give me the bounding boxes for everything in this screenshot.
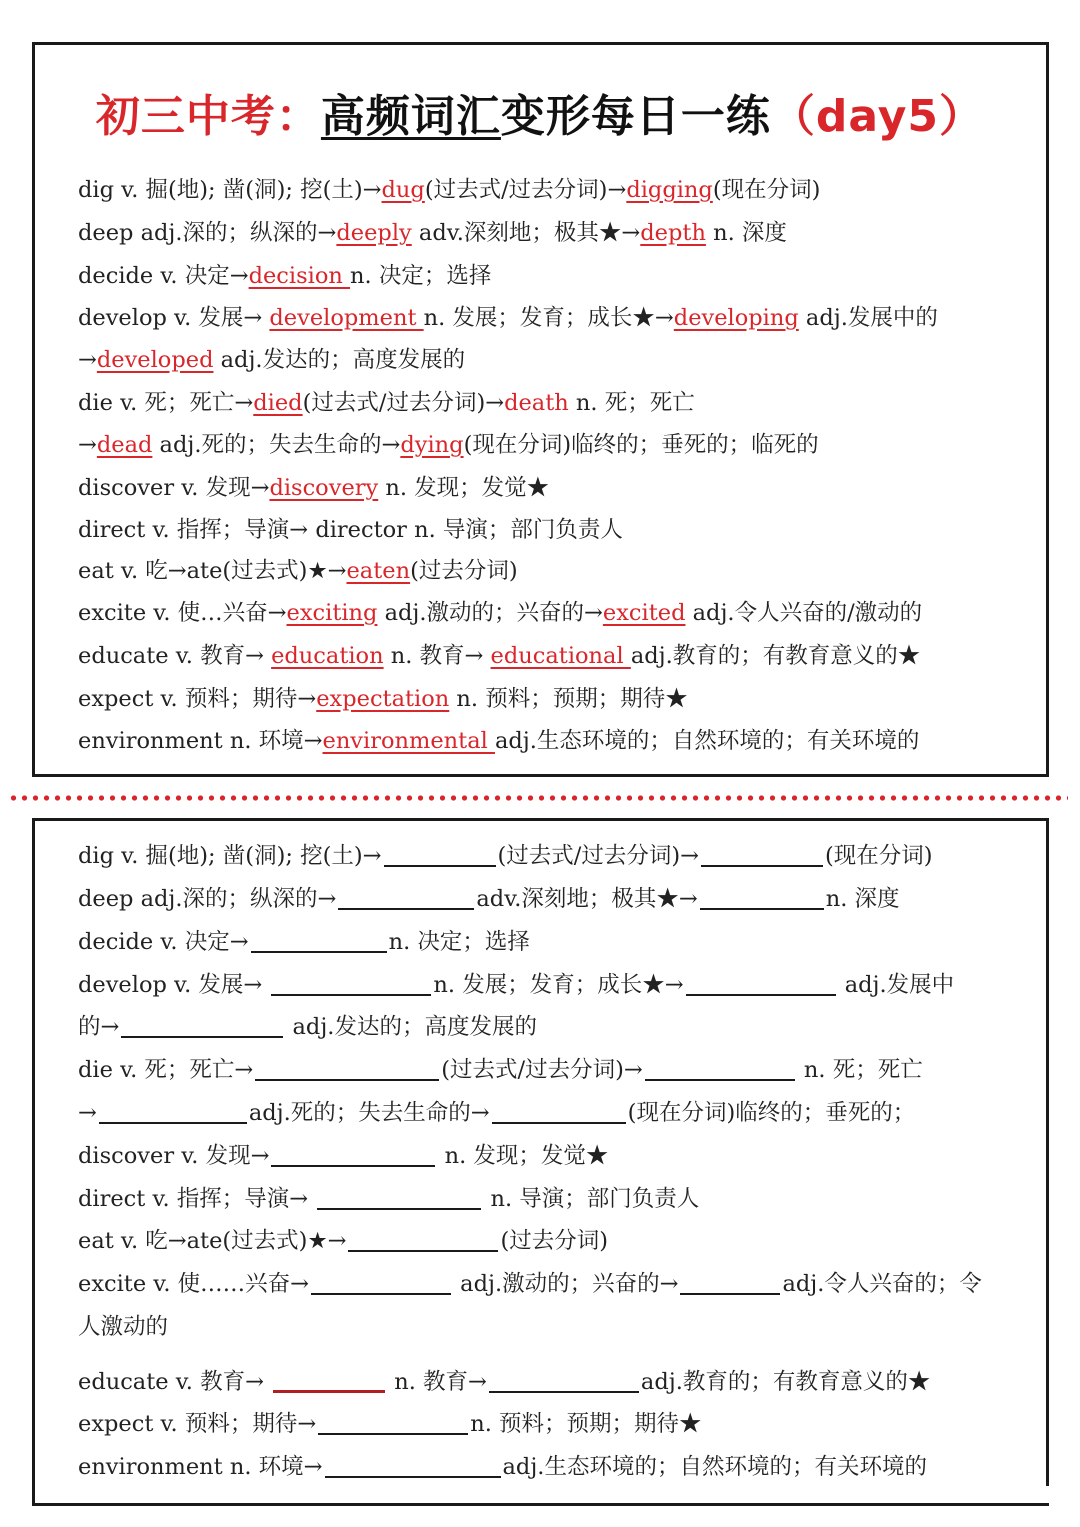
text-segment: develop v. 发展→ (78, 305, 270, 331)
exercise-line-developed (78, 1012, 537, 1042)
answer-line-die (78, 388, 695, 418)
blank-input[interactable] (325, 1476, 501, 1478)
blank-input[interactable] (271, 1165, 435, 1167)
blank-input[interactable] (348, 1250, 498, 1252)
text-segment: n. 教育→ (383, 643, 491, 669)
text-segment: eat v. 吃→ate(过去式)★→ (78, 1228, 347, 1254)
answer-exciting: exciting (286, 600, 378, 626)
text-segment: (现在分词) (825, 843, 933, 869)
answer-environmental: environmental (322, 728, 495, 754)
text-segment: decide v. 决定→ (78, 929, 249, 955)
answer-expectation: expectation (316, 686, 450, 712)
blank-input[interactable] (121, 1036, 283, 1038)
answer-line-develop (78, 303, 938, 333)
text-segment: n. 死；死亡 (796, 1057, 923, 1083)
text-segment: → (78, 432, 97, 458)
text-segment: adj.发展中 (837, 972, 955, 998)
text-segment: expect v. 预料；期待→ (78, 1411, 317, 1437)
text-segment: adj.发达的；高度发展的 (213, 347, 466, 373)
text-segment: eat v. 吃→ate(过去式)★→ (78, 558, 347, 584)
answer-developed: developed (96, 347, 214, 373)
text-segment: deep adj.深的；纵深的→ (78, 886, 337, 912)
text-segment: (过去式/过去分词)→ (424, 177, 627, 203)
text-segment: n. 发现；发觉★ (378, 475, 550, 501)
answer-died: died (253, 390, 303, 416)
text-segment: n. 导演；部门负责人 (483, 1186, 700, 1212)
title-underlined: 高频词汇 (320, 91, 501, 142)
text-segment: decide v. 决定→ (78, 263, 249, 289)
answer-eaten: eaten (346, 558, 411, 584)
text-segment: environment n. 环境→ (78, 1454, 323, 1480)
text-segment: adv.深刻地；极其★→ (476, 886, 698, 912)
blank-input[interactable] (384, 865, 496, 867)
text-segment: 的→ (78, 1014, 120, 1040)
text-segment: n. 预料；预期；期待★ (470, 1411, 702, 1437)
text-segment: dig v. 掘(地); 凿(洞); 挖(土)→ (78, 177, 382, 203)
answer-line-eat (78, 556, 518, 586)
text-segment: adj.激动的；兴奋的→ (377, 600, 603, 626)
text-segment: (过去分词) (500, 1228, 609, 1254)
text-segment: environment n. 环境→ (78, 728, 323, 754)
answer-line-educate (78, 641, 920, 671)
answer-line-environment (78, 726, 919, 756)
text-segment: expect v. 预料；期待→ (78, 686, 317, 712)
text-segment: (过去分词) (410, 558, 518, 584)
blank-input[interactable] (251, 951, 387, 953)
answer-digging: digging (626, 177, 713, 203)
exercise-line-eat (78, 1226, 608, 1256)
answer-line-dead (78, 430, 819, 460)
blank-input[interactable] (273, 1390, 385, 1393)
answer-line-expect (78, 684, 688, 714)
text-segment: deep adj.深的；纵深的→ (78, 220, 337, 246)
blank-input[interactable] (680, 1293, 780, 1295)
text-segment: die v. 死；死亡→ (78, 1057, 254, 1083)
text-segment: develop v. 发展→ (78, 972, 270, 998)
exercise-line-environment (78, 1452, 927, 1482)
exercise-line-educate (78, 1367, 930, 1397)
answer-excited: excited (602, 600, 686, 626)
exercise-line-decide (78, 927, 530, 957)
answer-dying: dying (400, 432, 464, 458)
exercise-line-excite-cont (78, 1312, 168, 1342)
exercise-line-die (78, 1055, 923, 1085)
text-segment: n. 决定；选择 (388, 929, 530, 955)
text-segment: n. 预料；预期；期待★ (449, 686, 688, 712)
text-segment: → (78, 347, 97, 373)
text-segment: (现在分词)临终的；垂死的；临死的 (463, 432, 819, 458)
text-segment: (过去式/过去分词)→ (497, 843, 699, 869)
title-day: （day5） (770, 91, 985, 142)
answer-developing: developing (673, 305, 799, 331)
answer-development: development (269, 305, 424, 331)
answer-dug: dug (381, 177, 425, 203)
exercise-line-dig (78, 841, 933, 871)
text-segment: adj.发达的；高度发展的 (285, 1014, 537, 1040)
blank-input[interactable] (338, 908, 474, 910)
text-segment: dig v. 掘(地); 凿(洞); 挖(土)→ (78, 843, 382, 869)
text-segment: direct v. 指挥；导演→ director n. 导演；部门负责人 (78, 517, 623, 543)
text-segment: adj.令人兴奋的/激动的 (685, 600, 923, 626)
text-segment: adj.死的；失去生命的→ (248, 1100, 490, 1126)
blank-input[interactable] (645, 1079, 795, 1081)
blank-input[interactable] (492, 1122, 626, 1124)
text-segment: adj.激动的；兴奋的→ (453, 1271, 679, 1297)
exercise-line-expect (78, 1409, 702, 1439)
answer-line-dig (78, 175, 820, 205)
text-segment: n. 深度 (705, 220, 787, 246)
text-segment: educate v. 教育→ (78, 643, 272, 669)
answer-decision: decision (248, 263, 351, 289)
text-segment: adv.深刻地；极其★→ (411, 220, 641, 246)
blank-input[interactable] (99, 1122, 247, 1124)
text-segment: n. 发展；发育；成长★→ (433, 972, 684, 998)
answer-line-direct (78, 515, 623, 545)
text-segment: (过去式/过去分词)→ (441, 1057, 643, 1083)
blank-input[interactable] (318, 1433, 468, 1435)
answer-line-excite (78, 598, 922, 628)
exercise-line-dead (78, 1098, 915, 1128)
text-segment: (过去式/过去分词)→ (302, 390, 505, 416)
text-segment: n. 教育→ (387, 1369, 487, 1395)
exercise-line-direct (78, 1184, 699, 1214)
text-segment: adj.发展中的 (798, 305, 938, 331)
text-segment: n. 发展；发育；成长★→ (423, 305, 674, 331)
text-segment: → (78, 1100, 97, 1126)
text-segment: n. 决定；选择 (350, 263, 492, 289)
text-segment: die v. 死；死亡→ (78, 390, 254, 416)
text-segment: (现在分词)临终的；垂死的； (627, 1100, 916, 1126)
exercise-line-deep (78, 884, 900, 914)
text-segment: n. 死；死亡 (568, 390, 695, 416)
title-prefix: 初三中考： (95, 91, 321, 142)
text-segment: 人激动的 (78, 1314, 169, 1340)
text-segment: adj.教育的；有教育意义的★ (640, 1369, 931, 1395)
text-segment: adj.教育的；有教育意义的★ (630, 643, 921, 669)
exercise-line-discover (78, 1141, 608, 1171)
text-segment: discover v. 发现→ (78, 475, 270, 501)
exercise-panel-right-border (1046, 818, 1049, 1486)
text-segment: adj.生态环境的；自然环境的；有关环境的 (502, 1454, 927, 1480)
answer-line-discover (78, 473, 549, 503)
answer-educational: educational (490, 643, 631, 669)
text-segment: n. 发现；发觉★ (437, 1143, 609, 1169)
text-segment: adj.死的；失去生命的→ (152, 432, 401, 458)
text-segment: n. 深度 (825, 886, 900, 912)
page-title (0, 80, 1080, 144)
answer-depth: depth (640, 220, 706, 246)
text-segment: excite v. 使……兴奋→ (78, 1271, 310, 1297)
answer-dead: dead (96, 432, 153, 458)
text-segment: excite v. 使…兴奋→ (78, 600, 287, 626)
answer-line-developed (78, 345, 465, 375)
exercise-line-develop (78, 970, 954, 1000)
blank-input[interactable] (255, 1079, 439, 1081)
blank-input[interactable] (701, 865, 823, 867)
text-segment: adj.令人兴奋的；令 (782, 1271, 982, 1297)
blank-input[interactable] (271, 994, 431, 996)
title-main: 变形每日一练 (500, 91, 771, 142)
answer-deeply: deeply (336, 220, 412, 246)
answer-line-deep (78, 218, 787, 248)
text-segment: (现在分词) (712, 177, 821, 203)
exercise-line-excite (78, 1269, 982, 1299)
blank-input[interactable] (700, 908, 824, 910)
answer-education: education (271, 643, 384, 669)
blank-input[interactable] (317, 1208, 481, 1210)
answer-discovery: discovery (269, 475, 379, 501)
blank-input[interactable] (311, 1293, 451, 1295)
answer-death: death (504, 390, 569, 416)
dotted-separator (8, 795, 1068, 801)
blank-input[interactable] (686, 994, 836, 996)
text-segment: adj.生态环境的；自然环境的；有关环境的 (494, 728, 920, 754)
answer-line-decide (78, 261, 491, 291)
blank-input[interactable] (489, 1391, 639, 1393)
text-segment: direct v. 指挥；导演→ (78, 1186, 316, 1212)
text-segment: educate v. 教育→ (78, 1369, 272, 1395)
text-segment: discover v. 发现→ (78, 1143, 270, 1169)
